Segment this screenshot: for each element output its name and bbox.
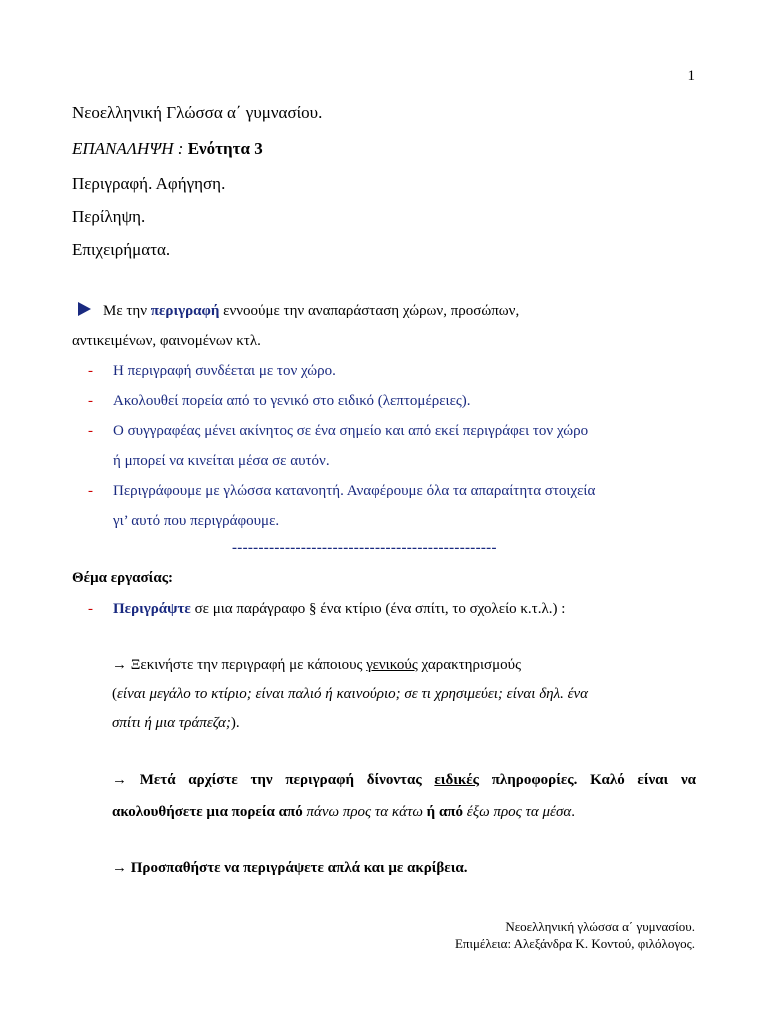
list-item-text: γι’ αυτό που περιγράφουμε. xyxy=(113,513,280,529)
revision-heading xyxy=(72,139,263,159)
step1-text: → Ξεκινήστε την περιγραφή με κάποιους xyxy=(112,657,363,673)
intro-paragraph xyxy=(78,302,519,320)
subject-title: Νεοελληνική Γλώσσα α΄ γυμνασίου. xyxy=(72,103,323,122)
step2-text: ακολουθήσετε μια πορεία από xyxy=(112,804,303,820)
step2-direction2: έξω προς τα μέσα xyxy=(466,804,572,820)
footer-editor: Επιμέλεια: Αλεξάνδρα Κ. Κοντού, φιλόλογος. xyxy=(454,936,695,951)
footer-subject: Νεοελληνική γλώσσα α΄ γυμνασίου. xyxy=(505,919,695,934)
step2-line2 xyxy=(112,804,575,821)
intro-text-before: Με την xyxy=(103,303,148,319)
task-keyword: Περιγράψτε xyxy=(113,601,191,617)
paren-open: ( xyxy=(112,686,117,702)
topic-arguments: Επιχειρήματα. xyxy=(72,240,171,259)
topic-description-narration: Περιγραφή. Αφήγηση. xyxy=(72,174,226,193)
step1-example-text: είναι μεγάλο το κτίριο; είναι παλιό ή καινούριο; σε τι χρησιμεύει; είναι δηλ. ένα xyxy=(117,686,589,702)
intro-keyword: περιγραφή xyxy=(150,303,220,319)
list-item-text: Η περιγραφή συνδέεται με τον χώρο. xyxy=(113,363,336,379)
task-rest: σε μια παράγραφο § ένα κτίριο (ένα σπίτι, το σχολείο κ.τ.λ.) : xyxy=(194,601,566,617)
triangle-bullet-icon xyxy=(78,302,91,316)
list-item-text: Ο συγγραφέας μένει ακίνητος σε ένα σημείο και από εκεί περιγράφει τον χώρο xyxy=(113,423,589,439)
list-dash: - xyxy=(88,363,93,379)
task-text xyxy=(113,601,565,618)
list-item-text: Περιγράφουμε με γλώσσα κατανοητή. Αναφέρουμε όλα τα απαραίτητα στοιχεία xyxy=(113,483,596,499)
step2-text-after: πληροφορίες. Καλό είναι να xyxy=(491,772,697,788)
list-dash: - xyxy=(88,423,93,439)
step2-underlined: ειδικές xyxy=(434,772,479,788)
task-title: Θέμα εργασίας: xyxy=(72,570,174,586)
topic-summary: Περίληψη. xyxy=(72,207,146,226)
list-item-text: ή μπορεί να κινείται μέσα σε αυτόν. xyxy=(113,453,330,469)
intro-paragraph-line2: αντικειμένων, φαινομένων κτλ. xyxy=(72,333,261,349)
list-dash: - xyxy=(88,601,93,617)
list-dash: - xyxy=(88,483,93,499)
paren-close: ). xyxy=(230,715,240,731)
intro-text-after: εννοούμε την αναπαράσταση χώρων, προσώπων, xyxy=(223,303,520,319)
divider-line: -------------------------------------------------- xyxy=(232,540,497,556)
list-dash: - xyxy=(88,393,93,409)
step1-example-line1 xyxy=(112,686,588,703)
step1-text-after: χαρακτηρισμούς xyxy=(421,657,522,673)
period: . xyxy=(571,804,575,820)
page-number: 1 xyxy=(687,68,695,84)
step2-direction1: πάνω προς τα κάτω xyxy=(306,804,423,820)
revision-label: ΕΠΑΝΑΛΗΨΗ : xyxy=(72,139,184,158)
step1-example-text: σπίτι ή μια τράπεζα; xyxy=(112,715,231,731)
step1-line xyxy=(112,657,521,674)
unit-label: Ενότητα 3 xyxy=(187,139,263,158)
list-item-text: Ακολουθεί πορεία από το γενικό στο ειδικό (λεπτομέρειες). xyxy=(113,393,471,409)
step2-line xyxy=(112,772,696,789)
step1-underlined: γενικούς xyxy=(366,657,418,673)
step3-line: → Προσπαθήστε να περιγράψετε απλά και με ακρίβεια. xyxy=(112,860,468,876)
step2-or: ή από xyxy=(426,804,464,820)
step2-text: → Μετά αρχίστε την περιγραφή δίνοντας xyxy=(112,772,422,788)
step1-example-line2 xyxy=(112,715,240,732)
footer xyxy=(455,918,695,952)
